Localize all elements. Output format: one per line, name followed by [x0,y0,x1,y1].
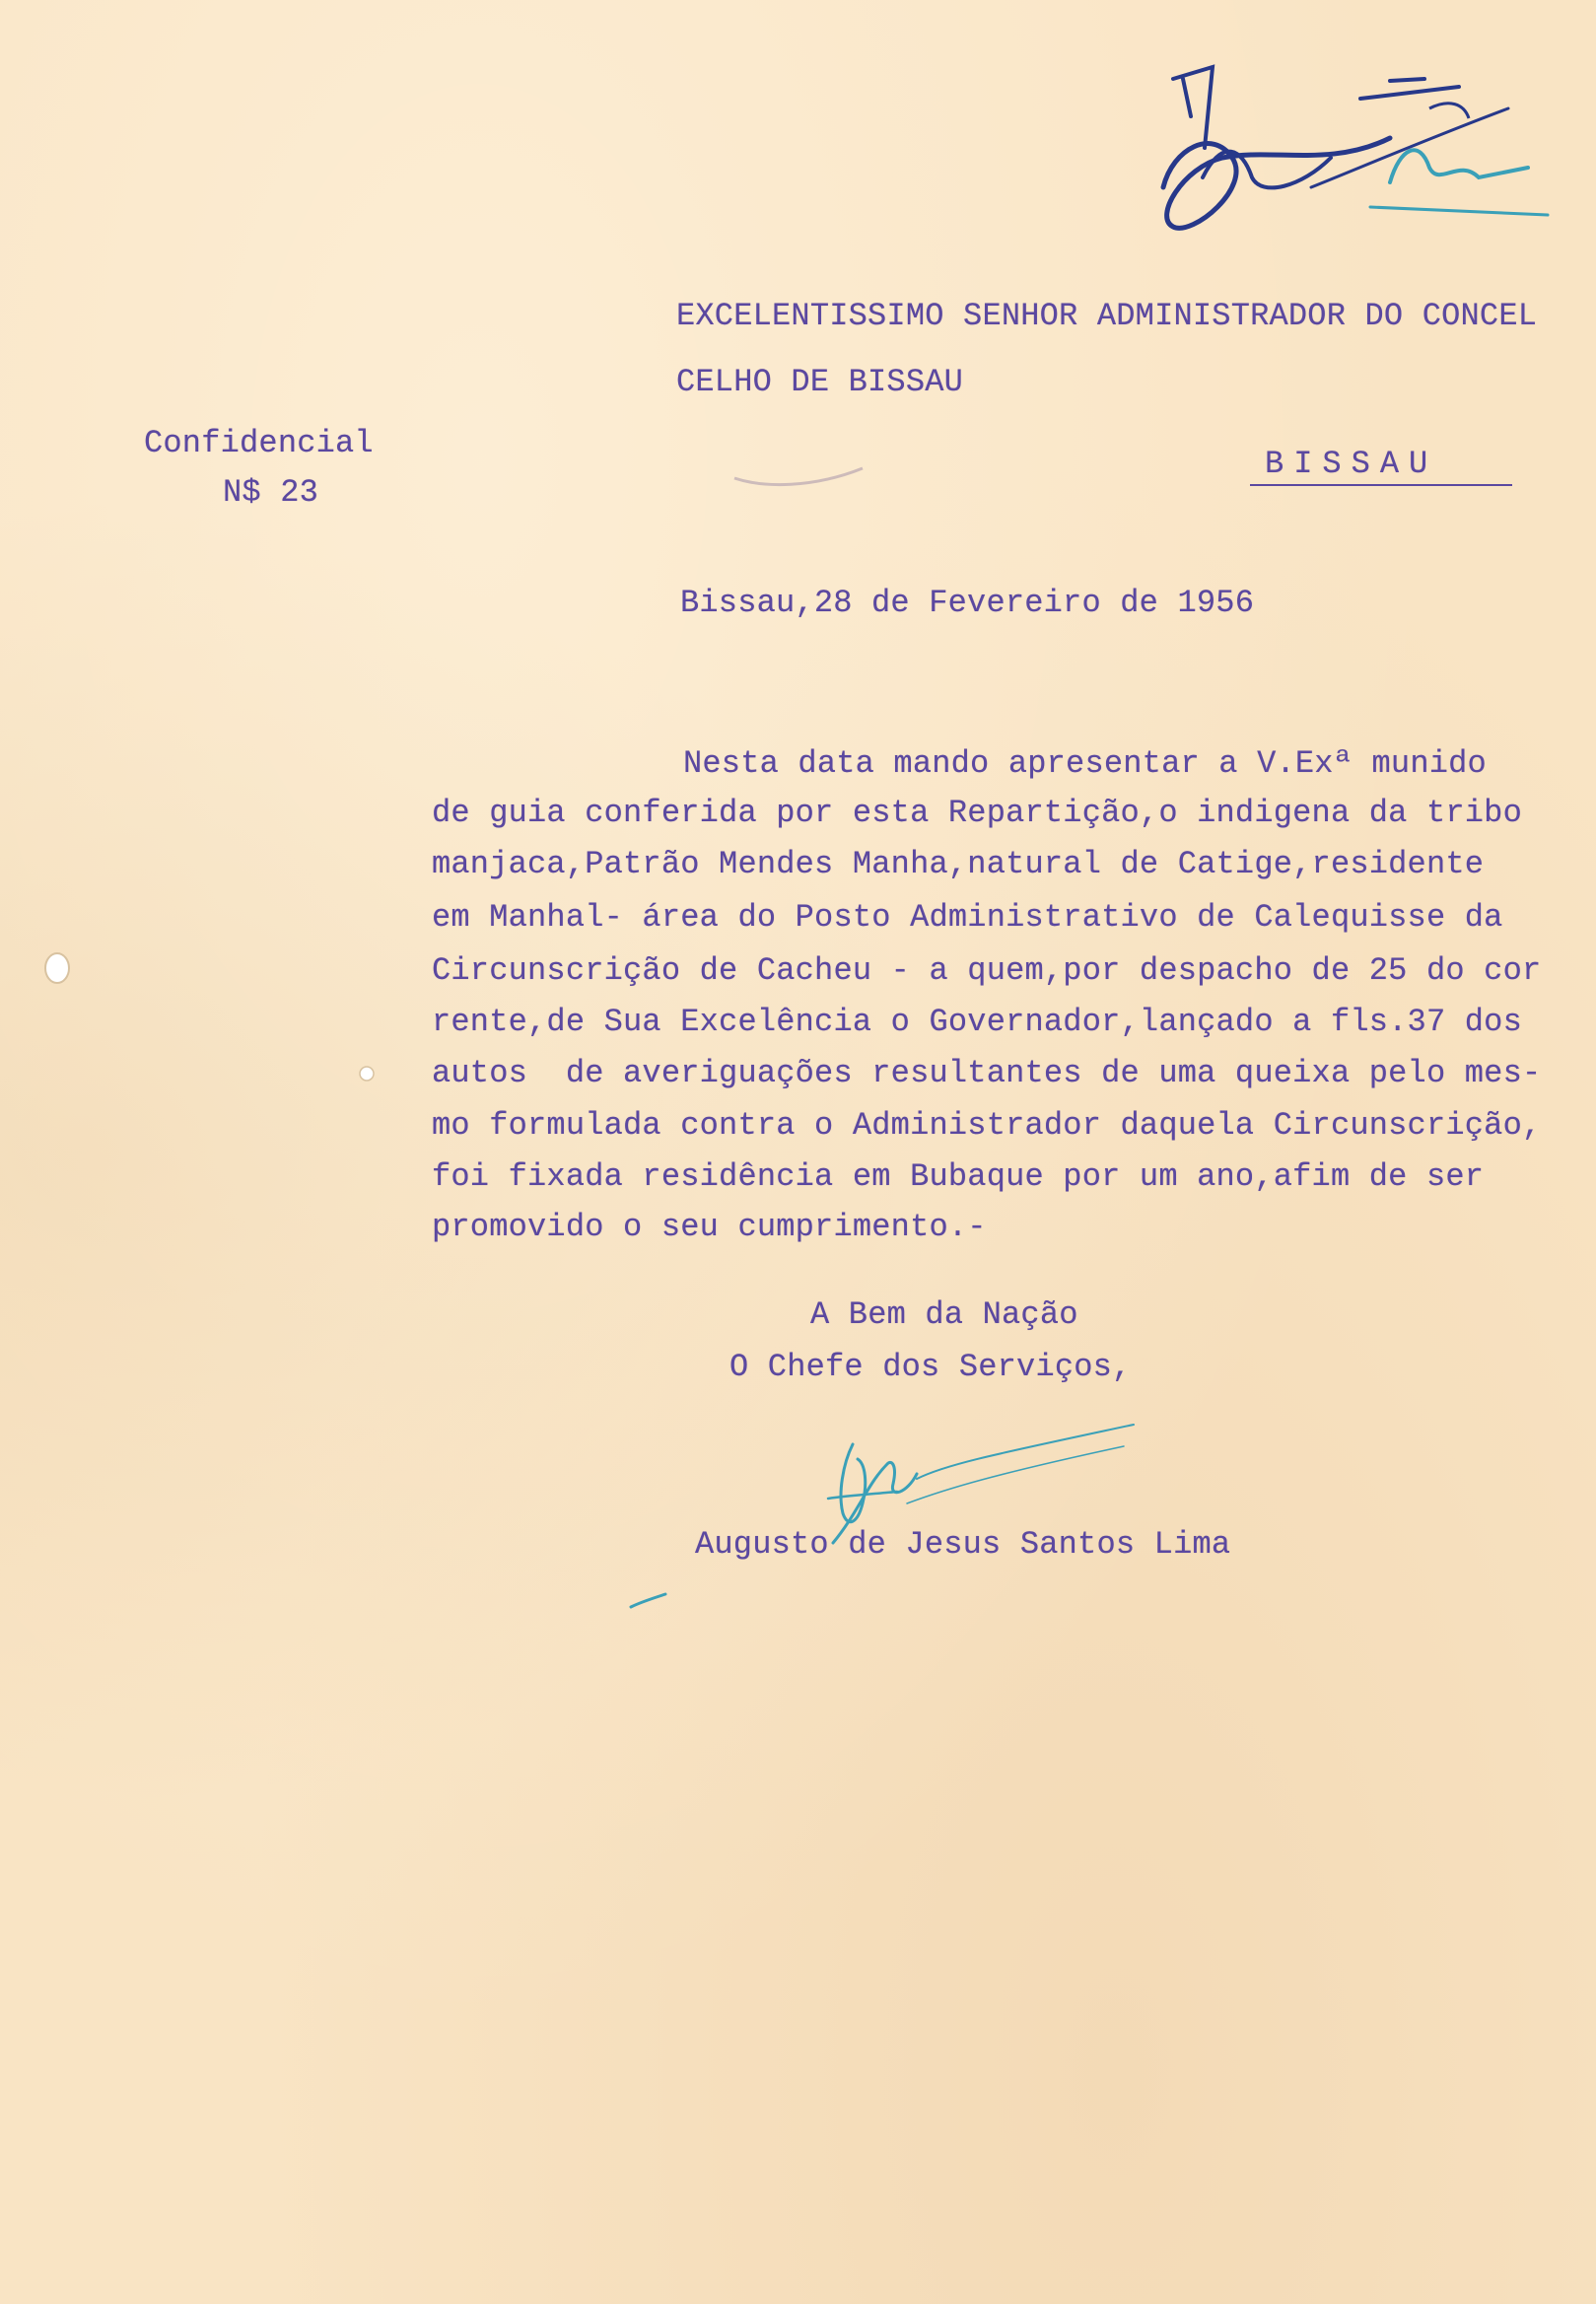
body-line: mo formulada contra o Administrador daquela Circunscrição, [432,1107,1542,1144]
body-line: Nesta data mando apresentar a V.Exª munido [683,745,1487,782]
document-number: N$ 23 [223,474,319,511]
addressee-line-1: EXCELENTISSIMO SENHOR ADMINISTRADOR DO CONCEL [676,298,1538,334]
ink-smudge [725,454,872,493]
handwritten-annotation-icon [1134,39,1558,266]
closing-salutation: A Bem da Nação [810,1296,1078,1333]
punch-hole [355,1062,379,1085]
addressee-line-2: CELHO DE BISSAU [676,364,964,400]
body-line: foi fixada residência em Bubaque por um ano,afim de ser [432,1158,1485,1195]
punch-hole [37,948,77,988]
classification-label: Confidencial [144,425,374,461]
signature-icon [621,1405,1213,1622]
body-line: de guia conferida por esta Repartição,o indigena da tribo [432,795,1522,831]
body-line: rente,de Sua Excelência o Governador,lançado a fls.37 dos [432,1004,1522,1040]
body-line: Circunscrição de Cacheu - a quem,por despacho de 25 do cor [432,952,1542,989]
city-underline [1250,484,1512,486]
body-line: em Manhal- área do Posto Administrativo de Calequisse da [432,899,1503,936]
body-line: autos de averiguações resultantes de uma queixa pelo mes- [432,1055,1542,1091]
signatory-name: Augusto de Jesus Santos Lima [695,1526,1231,1563]
body-line: promovido o seu cumprimento.- [432,1209,987,1245]
destination-city: BISSAU [1265,446,1438,482]
date-line: Bissau,28 de Fevereiro de 1956 [680,585,1255,621]
body-line: manjaca,Patrão Mendes Manha,natural de Catige,residente [432,846,1485,882]
closing-title: O Chefe dos Serviços, [729,1349,1132,1385]
